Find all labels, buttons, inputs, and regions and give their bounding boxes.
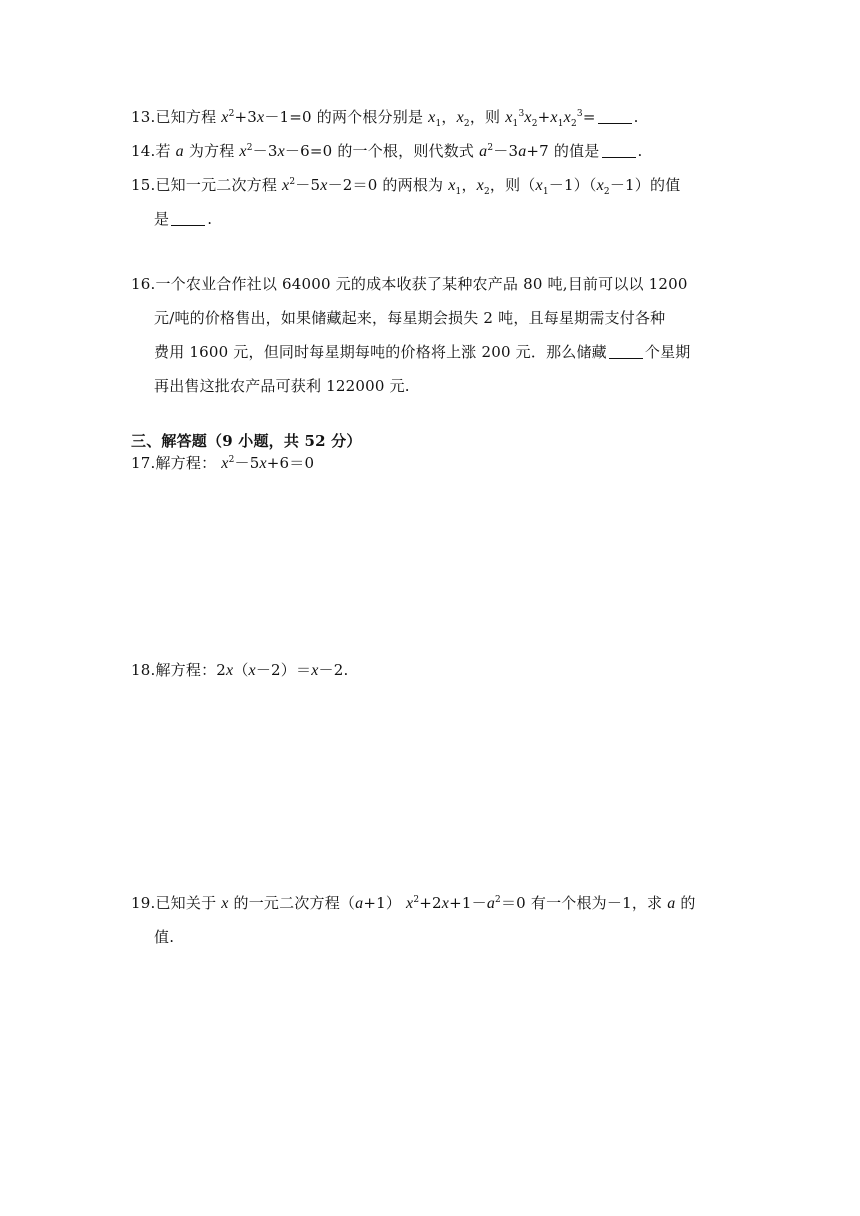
question-17: 17.解方程： $x^2-5x+6=0$ (131, 454, 315, 472)
question-number: 17. (131, 454, 156, 472)
question-13: 13.已知方程 $x^2+3x-1=0$ 的两个根分别是 $x_1$，$x_2$，则 $x_1^3x_2+x_1x_2^3=$ . (131, 108, 639, 129)
question-number: 19. (131, 894, 156, 912)
question-15-line-2: 是 . (154, 210, 213, 228)
question-19-line-2: 值. (154, 928, 175, 946)
question-15-line-1: 15.已知一元二次方程 $x^2-5x-2=0$ 的两根为 $x_1$，$x_2$，则$(x_1-1)(x_2-1)$的值 (131, 176, 681, 197)
answer-blank (602, 143, 636, 158)
answer-blank (609, 344, 643, 359)
question-19-line-1: 19.已知关于 x 的一元二次方程（a+1） $x^2+2x+1-a^2=0$ 有一个根为－1，求 a 的 (131, 894, 696, 912)
question-number: 16. (131, 275, 156, 293)
question-16-line-3: 费用 1600 元，但同时每星期每吨的价格将上涨 200 元．那么储藏 个星期 (154, 343, 691, 361)
question-14: 14.若 a 为方程 $x^2-3x-6=0$ 的一个根，则代数式 $a^2-3a+7$ 的值是 . (131, 142, 643, 160)
question-number: 15. (131, 176, 156, 194)
section-heading: 三、解答题（9 小题，共 52 分） (131, 432, 362, 450)
question-number: 13. (131, 108, 156, 126)
answer-blank (598, 109, 632, 124)
answer-blank (171, 211, 205, 226)
question-18: 18.解方程：2x（x－2）＝x－2. (131, 661, 349, 679)
question-number: 18. (131, 661, 156, 679)
question-16-line-4: 再出售这批农产品可获利 122000 元. (154, 377, 410, 395)
question-16-line-2: 元/吨的价格售出，如果储藏起来，每星期会损失 2 吨，且每星期需支付各种 (154, 309, 666, 327)
question-16-line-1: 16.一个农业合作社以 64000 元的成本收获了某种农产品 80 吨,目前可以以 1200 (131, 275, 688, 293)
question-number: 14. (131, 142, 156, 160)
